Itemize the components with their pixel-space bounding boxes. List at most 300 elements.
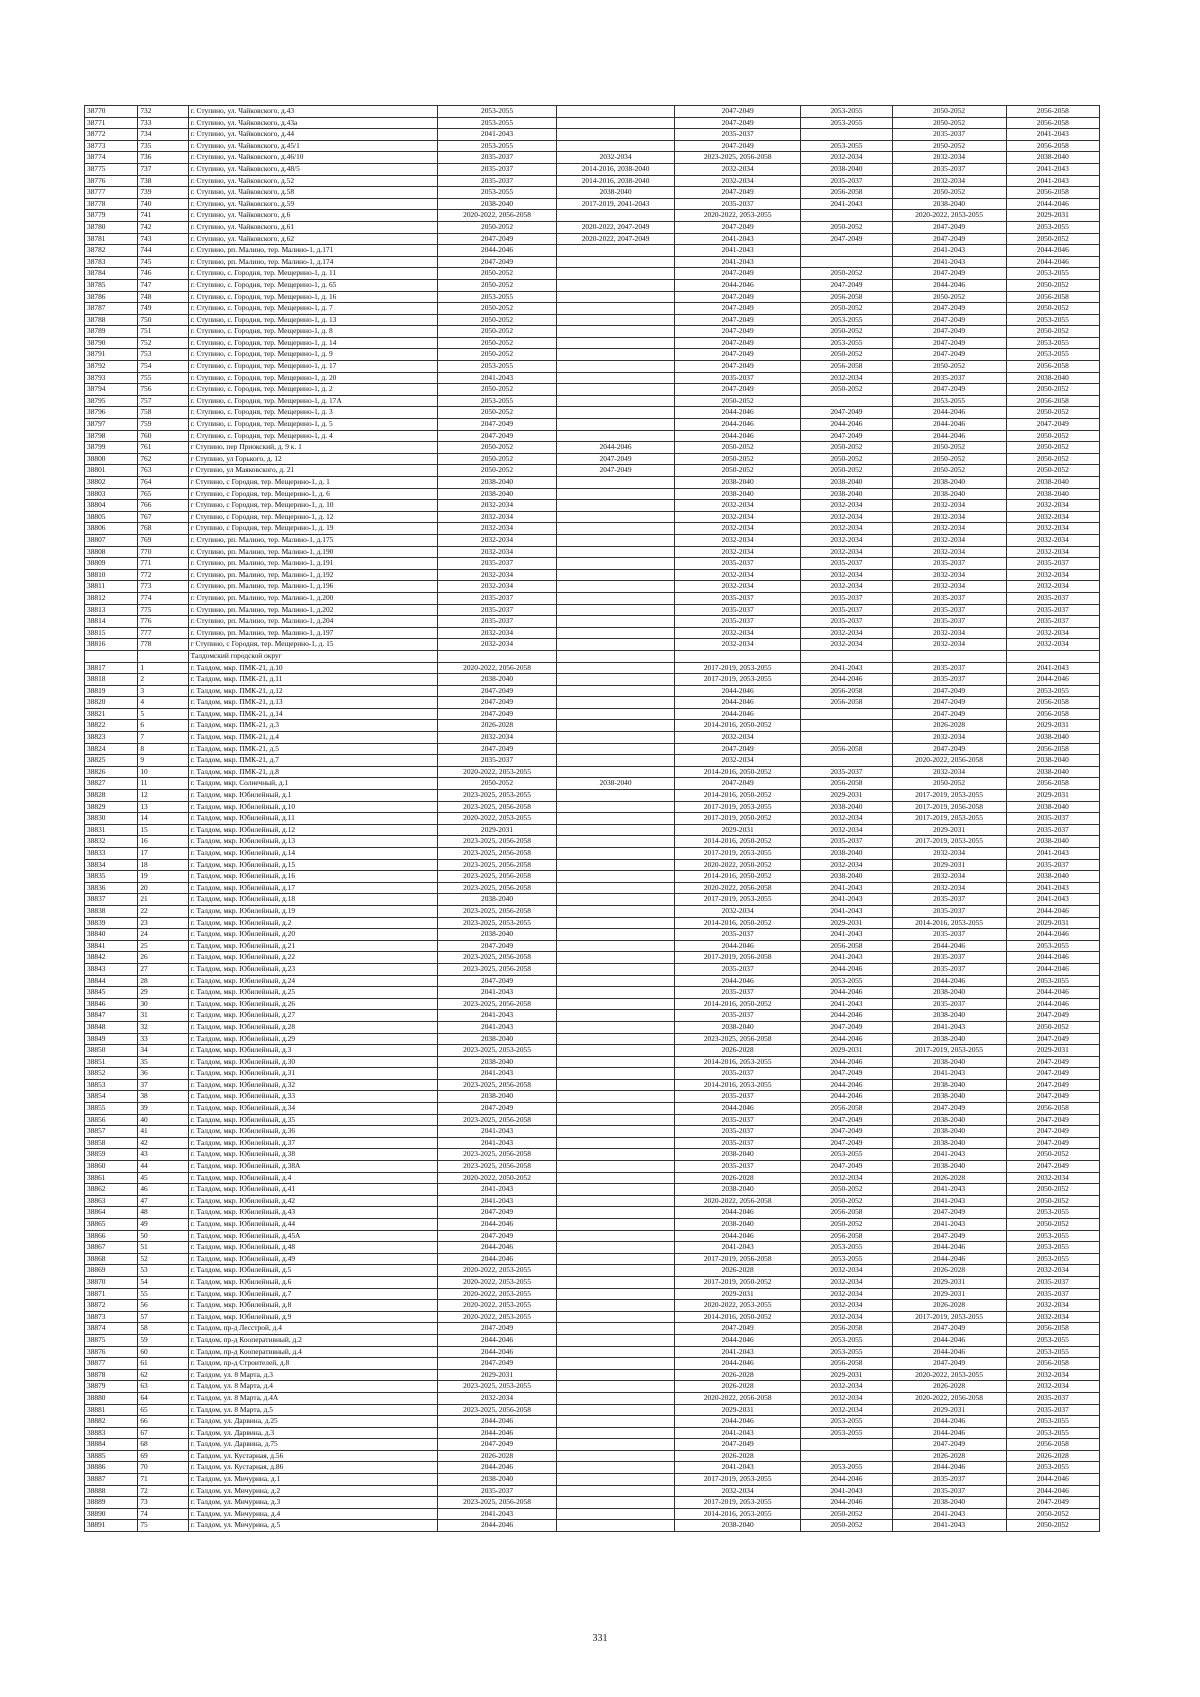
cell-period-e: 2047-2049 <box>892 337 1006 349</box>
cell-address: г. Талдом, мкр. Юбилейный, д.26 <box>188 998 437 1010</box>
cell-row-id: 38806 <box>85 523 138 535</box>
cell-period-a: 2038-2040 <box>438 894 557 906</box>
cell-period-e: 2047-2049 <box>892 221 1006 233</box>
table-row <box>85 662 1100 674</box>
cell-period-d: 2056-2058 <box>801 743 892 755</box>
cell-item-number: 763 <box>138 465 188 477</box>
table-row <box>85 1045 1100 1057</box>
table-row <box>85 326 1100 338</box>
cell-item-number: 34 <box>138 1045 188 1057</box>
cell-period-e: 2035-2037 <box>892 894 1006 906</box>
cell-period-d: 2056-2058 <box>801 1323 892 1335</box>
cell-period-c: 2020-2022, 2056-2058 <box>675 882 801 894</box>
cell-period-c: 2014-2016, 2050-2052 <box>675 836 801 848</box>
cell-row-id <box>85 650 138 662</box>
cell-period-b <box>557 326 675 338</box>
cell-period-a: 2023-2025, 2056-2058 <box>438 1404 557 1416</box>
table-row <box>85 361 1100 373</box>
cell-address: г. Талдом, мкр. Юбилейный, д.16 <box>188 871 437 883</box>
cell-period-c: 2014-2016, 2050-2052 <box>675 766 801 778</box>
cell-period-c: 2044-2046 <box>675 697 801 709</box>
cell-period-a: 2020-2022, 2056-2058 <box>438 662 557 674</box>
cell-period-e: 2020-2022, 2053-2055 <box>892 210 1006 222</box>
cell-period-e: 2026-2028 <box>892 1265 1006 1277</box>
cell-period-b <box>557 1369 675 1381</box>
cell-period-f: 2038-2040 <box>1006 801 1099 813</box>
cell-period-f: 2053-2055 <box>1006 221 1099 233</box>
cell-period-a: 2041-2043 <box>438 372 557 384</box>
cell-period-e: 2038-2040 <box>892 1161 1006 1173</box>
cell-period-c <box>675 650 801 662</box>
cell-period-c: 2047-2049 <box>675 140 801 152</box>
cell-row-id: 38884 <box>85 1439 138 1451</box>
cell-period-a: 2023-2025, 2056-2058 <box>438 836 557 848</box>
cell-item-number: 767 <box>138 511 188 523</box>
cell-period-f: 2044-2046 <box>1006 905 1099 917</box>
cell-item-number: 52 <box>138 1253 188 1265</box>
cell-period-f: 2050-2052 <box>1006 1508 1099 1520</box>
cell-period-f: 2035-2037 <box>1006 813 1099 825</box>
table-row <box>85 813 1100 825</box>
cell-period-e: 2047-2049 <box>892 268 1006 280</box>
cell-item-number: 54 <box>138 1276 188 1288</box>
cell-period-f: 2053-2055 <box>1006 685 1099 697</box>
cell-period-f: 2038-2040 <box>1006 732 1099 744</box>
cell-address: г. Талдом, ул. Мичурина, д.3 <box>188 1497 437 1509</box>
cell-period-f: 2026-2028 <box>1006 1450 1099 1462</box>
cell-row-id: 38812 <box>85 592 138 604</box>
cell-period-e: 2041-2043 <box>892 1520 1006 1532</box>
cell-period-a: 2041-2043 <box>438 1068 557 1080</box>
cell-period-c: 2017-2019, 2050-2052 <box>675 813 801 825</box>
cell-period-a: 2047-2049 <box>438 1103 557 1115</box>
cell-period-c: 2017-2019, 2053-2055 <box>675 1474 801 1486</box>
cell-row-id: 38839 <box>85 917 138 929</box>
cell-period-c: 2038-2040 <box>675 1520 801 1532</box>
cell-item-number: 62 <box>138 1369 188 1381</box>
cell-period-e: 2035-2037 <box>892 998 1006 1010</box>
cell-address: г Ступино, с Городня, тер. Мещерино-1, д. 12 <box>188 511 437 523</box>
cell-period-a: 2050-2052 <box>438 337 557 349</box>
cell-period-d: 2047-2049 <box>801 407 892 419</box>
cell-period-b <box>557 129 675 141</box>
cell-item-number: 66 <box>138 1416 188 1428</box>
cell-row-id: 38870 <box>85 1276 138 1288</box>
table-row <box>85 1508 1100 1520</box>
cell-period-f: 2056-2058 <box>1006 1103 1099 1115</box>
cell-period-a: 2020-2022, 2053-2055 <box>438 1300 557 1312</box>
cell-period-b <box>557 616 675 628</box>
cell-period-d: 2032-2034 <box>801 581 892 593</box>
cell-item-number: 59 <box>138 1334 188 1346</box>
cell-period-f: 2050-2052 <box>1006 279 1099 291</box>
cell-row-id: 38880 <box>85 1392 138 1404</box>
cell-item-number: 757 <box>138 395 188 407</box>
cell-period-d: 2032-2034 <box>801 859 892 871</box>
cell-address: г. Талдом, мкр. Юбилейный, д.21 <box>188 940 437 952</box>
cell-address: г. Талдом, мкр. Юбилейный, д.7 <box>188 1288 437 1300</box>
cell-period-f: 2056-2058 <box>1006 743 1099 755</box>
cell-period-a: 2035-2037 <box>438 1485 557 1497</box>
cell-period-d: 2056-2058 <box>801 187 892 199</box>
cell-row-id: 38770 <box>85 106 138 118</box>
table-row <box>85 790 1100 802</box>
cell-period-b <box>557 697 675 709</box>
cell-period-c: 2014-2016, 2050-2052 <box>675 720 801 732</box>
cell-row-id: 38800 <box>85 453 138 465</box>
table-row <box>85 720 1100 732</box>
cell-item-number: 21 <box>138 894 188 906</box>
cell-item-number: 744 <box>138 245 188 257</box>
cell-period-c: 2041-2043 <box>675 1427 801 1439</box>
cell-period-c: 2035-2037 <box>675 198 801 210</box>
cell-address: г. Талдом, мкр. Юбилейный, д.42 <box>188 1195 437 1207</box>
cell-period-c: 2050-2052 <box>675 395 801 407</box>
cell-item-number: 49 <box>138 1219 188 1231</box>
cell-row-id: 38829 <box>85 801 138 813</box>
table-row <box>85 824 1100 836</box>
cell-item-number: 13 <box>138 801 188 813</box>
cell-period-e: 2047-2049 <box>892 1358 1006 1370</box>
cell-period-b <box>557 1334 675 1346</box>
cell-period-e: 2050-2052 <box>892 291 1006 303</box>
cell-row-id: 38872 <box>85 1300 138 1312</box>
cell-period-f: 2047-2049 <box>1006 1137 1099 1149</box>
table-row <box>85 801 1100 813</box>
table-row <box>85 627 1100 639</box>
cell-period-a: 2047-2049 <box>438 975 557 987</box>
cell-row-id: 38774 <box>85 152 138 164</box>
table-row <box>85 1416 1100 1428</box>
cell-period-e: 2035-2037 <box>892 674 1006 686</box>
table-row <box>85 998 1100 1010</box>
cell-address: г. Ступино, ул. Чайковского, д.46/10 <box>188 152 437 164</box>
cell-item-number <box>138 650 188 662</box>
cell-period-b <box>557 1161 675 1173</box>
cell-period-b <box>557 1010 675 1022</box>
cell-period-b <box>557 291 675 303</box>
cell-period-f: 2032-2034 <box>1006 511 1099 523</box>
cell-period-e: 2038-2040 <box>892 1137 1006 1149</box>
cell-period-d: 2047-2049 <box>801 1126 892 1138</box>
table-row <box>85 163 1100 175</box>
cell-period-b <box>557 1276 675 1288</box>
table-row <box>85 1207 1100 1219</box>
cell-period-a: 2032-2034 <box>438 1392 557 1404</box>
cell-period-a: 2044-2046 <box>438 1427 557 1439</box>
cell-period-c: 2038-2040 <box>675 488 801 500</box>
cell-period-a: 2053-2055 <box>438 117 557 129</box>
table-row <box>85 1068 1100 1080</box>
cell-period-d: 2047-2049 <box>801 1114 892 1126</box>
cell-period-e: 2038-2040 <box>892 1091 1006 1103</box>
cell-period-d: 2044-2046 <box>801 674 892 686</box>
cell-period-b <box>557 650 675 662</box>
cell-period-b <box>557 1416 675 1428</box>
cell-period-d: 2047-2049 <box>801 279 892 291</box>
cell-period-a: 2035-2037 <box>438 175 557 187</box>
cell-period-a: 2050-2052 <box>438 279 557 291</box>
table-row <box>85 975 1100 987</box>
cell-period-f: 2053-2055 <box>1006 268 1099 280</box>
cell-period-d: 2050-2052 <box>801 1184 892 1196</box>
cell-address: г. Талдом, мкр. Юбилейный, д.5 <box>188 1265 437 1277</box>
cell-period-e: 2047-2049 <box>892 697 1006 709</box>
cell-period-c: 2047-2049 <box>675 314 801 326</box>
table-row <box>85 766 1100 778</box>
cell-row-id: 38838 <box>85 905 138 917</box>
cell-item-number: 771 <box>138 558 188 570</box>
cell-row-id: 38891 <box>85 1520 138 1532</box>
cell-address: г. Талдом, мкр. Юбилейный, д.3 <box>188 1045 437 1057</box>
cell-period-c: 2047-2049 <box>675 349 801 361</box>
cell-period-d: 2050-2052 <box>801 1219 892 1231</box>
cell-period-c: 2047-2049 <box>675 291 801 303</box>
cell-period-b <box>557 1392 675 1404</box>
cell-item-number: 7 <box>138 732 188 744</box>
cell-period-e: 2047-2049 <box>892 384 1006 396</box>
cell-item-number: 16 <box>138 836 188 848</box>
cell-period-f: 2047-2049 <box>1006 1056 1099 1068</box>
cell-period-a: 2047-2049 <box>438 233 557 245</box>
cell-period-e <box>892 650 1006 662</box>
cell-period-a: 2044-2046 <box>438 1462 557 1474</box>
cell-period-f: 2047-2049 <box>1006 1497 1099 1509</box>
cell-period-d: 2053-2055 <box>801 314 892 326</box>
cell-row-id: 38773 <box>85 140 138 152</box>
cell-item-number: 10 <box>138 766 188 778</box>
cell-period-b: 2047-2049 <box>557 453 675 465</box>
cell-row-id: 38797 <box>85 419 138 431</box>
table-row <box>85 279 1100 291</box>
cell-period-e: 2032-2034 <box>892 871 1006 883</box>
cell-row-id: 38862 <box>85 1184 138 1196</box>
cell-period-f: 2044-2046 <box>1006 998 1099 1010</box>
cell-row-id: 38834 <box>85 859 138 871</box>
cell-period-a: 2047-2049 <box>438 697 557 709</box>
cell-period-b <box>557 1195 675 1207</box>
cell-row-id: 38871 <box>85 1288 138 1300</box>
table-row <box>85 569 1100 581</box>
cell-period-f: 2053-2055 <box>1006 1427 1099 1439</box>
cell-period-d: 2044-2046 <box>801 1497 892 1509</box>
cell-period-a: 2041-2043 <box>438 1137 557 1149</box>
cell-address: г. Ступино, с. Городня, тер. Мещерино-1, д. 65 <box>188 279 437 291</box>
cell-row-id: 38836 <box>85 882 138 894</box>
cell-address: г. Ступино, с. Городня, тер. Мещерино-1, д. 16 <box>188 291 437 303</box>
cell-period-d: 2041-2043 <box>801 905 892 917</box>
cell-period-a: 2023-2025, 2056-2058 <box>438 859 557 871</box>
cell-period-c: 2035-2037 <box>675 987 801 999</box>
cell-period-a: 2053-2055 <box>438 140 557 152</box>
cell-period-e: 2035-2037 <box>892 604 1006 616</box>
cell-row-id: 38810 <box>85 569 138 581</box>
cell-period-c: 2035-2037 <box>675 604 801 616</box>
cell-period-c: 2032-2034 <box>675 175 801 187</box>
cell-period-b <box>557 488 675 500</box>
cell-address: г. Талдом, мкр. ПМК-21, д.12 <box>188 685 437 697</box>
cell-row-id: 38778 <box>85 198 138 210</box>
cell-period-e: 2044-2046 <box>892 1427 1006 1439</box>
cell-period-e: 2038-2040 <box>892 1079 1006 1091</box>
cell-period-a: 2020-2022, 2053-2055 <box>438 766 557 778</box>
cell-period-e: 2029-2031 <box>892 1288 1006 1300</box>
cell-period-e: 2032-2034 <box>892 627 1006 639</box>
cell-address: г. Ступино, ул. Чайковского, д.44 <box>188 129 437 141</box>
cell-period-b <box>557 581 675 593</box>
table-row <box>85 523 1100 535</box>
table-row <box>85 534 1100 546</box>
cell-item-number: 739 <box>138 187 188 199</box>
schedule-table <box>84 105 1100 1532</box>
cell-period-a: 2023-2025, 2056-2058 <box>438 801 557 813</box>
cell-period-b <box>557 766 675 778</box>
cell-item-number: 9 <box>138 755 188 767</box>
cell-period-e: 2017-2019, 2053-2055 <box>892 813 1006 825</box>
cell-period-c: 2014-2016, 2050-2052 <box>675 917 801 929</box>
cell-period-b <box>557 1045 675 1057</box>
cell-period-e: 2047-2049 <box>892 314 1006 326</box>
cell-period-b: 2014-2016, 2038-2040 <box>557 175 675 187</box>
cell-period-a: 2023-2025, 2056-2058 <box>438 952 557 964</box>
cell-item-number: 72 <box>138 1485 188 1497</box>
cell-address: г. Талдом, мкр. Юбилейный, д.13 <box>188 836 437 848</box>
table-row <box>85 952 1100 964</box>
cell-row-id: 38790 <box>85 337 138 349</box>
cell-period-f: 2035-2037 <box>1006 592 1099 604</box>
cell-item-number: 14 <box>138 813 188 825</box>
cell-address: г. Ступино, ул. Чайковского, д.43 <box>188 106 437 118</box>
cell-row-id: 38875 <box>85 1334 138 1346</box>
cell-period-b: 2014-2016, 2038-2040 <box>557 163 675 175</box>
cell-period-d: 2056-2058 <box>801 1103 892 1115</box>
cell-period-a: 2023-2025, 2053-2055 <box>438 1045 557 1057</box>
cell-period-a: 2047-2049 <box>438 430 557 442</box>
cell-address: г. Талдом, ул. Мичурина, д.1 <box>188 1474 437 1486</box>
cell-period-b <box>557 210 675 222</box>
cell-period-c: 2017-2019, 2056-2058 <box>675 952 801 964</box>
cell-item-number: 23 <box>138 917 188 929</box>
cell-item-number: 73 <box>138 1497 188 1509</box>
cell-period-e: 2053-2055 <box>892 395 1006 407</box>
cell-period-f: 2035-2037 <box>1006 824 1099 836</box>
cell-address: г. Талдом, мкр. Юбилейный, д.19 <box>188 905 437 917</box>
cell-period-c: 2026-2028 <box>675 1172 801 1184</box>
cell-address: г. Талдом, ул. 8 Марта, д.4 <box>188 1381 437 1393</box>
cell-period-c: 2041-2043 <box>675 1242 801 1254</box>
cell-period-e: 2026-2028 <box>892 1450 1006 1462</box>
cell-item-number: 747 <box>138 279 188 291</box>
cell-item-number: 27 <box>138 963 188 975</box>
cell-period-a: 2050-2052 <box>438 778 557 790</box>
cell-period-e: 2038-2040 <box>892 477 1006 489</box>
cell-period-b <box>557 303 675 315</box>
cell-address: г. Талдом, мкр. Юбилейный, д.8 <box>188 1300 437 1312</box>
cell-period-a: 2044-2046 <box>438 1346 557 1358</box>
cell-row-id: 38795 <box>85 395 138 407</box>
cell-period-b <box>557 500 675 512</box>
cell-period-c: 2035-2037 <box>675 1137 801 1149</box>
cell-period-f: 2053-2055 <box>1006 349 1099 361</box>
cell-period-c: 2032-2034 <box>675 569 801 581</box>
cell-period-d: 2056-2058 <box>801 361 892 373</box>
cell-period-a: 2047-2049 <box>438 1439 557 1451</box>
cell-row-id: 38876 <box>85 1346 138 1358</box>
cell-period-e: 2047-2049 <box>892 708 1006 720</box>
cell-period-b <box>557 882 675 894</box>
cell-period-e: 2041-2043 <box>892 1149 1006 1161</box>
cell-period-a: 2047-2049 <box>438 256 557 268</box>
cell-period-c: 2044-2046 <box>675 708 801 720</box>
cell-period-f: 2035-2037 <box>1006 1392 1099 1404</box>
cell-period-f: 2044-2046 <box>1006 952 1099 964</box>
cell-period-b <box>557 1288 675 1300</box>
cell-period-b <box>557 314 675 326</box>
cell-period-f: 2035-2037 <box>1006 1404 1099 1416</box>
cell-period-b <box>557 1300 675 1312</box>
cell-period-b <box>557 940 675 952</box>
cell-period-d: 2050-2052 <box>801 442 892 454</box>
table-row <box>85 674 1100 686</box>
cell-period-e: 2017-2019, 2056-2058 <box>892 801 1006 813</box>
cell-period-f: 2056-2058 <box>1006 395 1099 407</box>
cell-period-b <box>557 801 675 813</box>
cell-address: г. Талдом, мкр. Юбилейный, д.2 <box>188 917 437 929</box>
cell-period-b <box>557 1253 675 1265</box>
cell-period-b <box>557 871 675 883</box>
cell-period-a: 2047-2049 <box>438 743 557 755</box>
cell-period-c: 2047-2049 <box>675 117 801 129</box>
cell-period-b <box>557 1346 675 1358</box>
cell-row-id: 38858 <box>85 1137 138 1149</box>
cell-row-id: 38841 <box>85 940 138 952</box>
cell-period-f <box>1006 650 1099 662</box>
cell-period-c: 2041-2043 <box>675 1462 801 1474</box>
cell-period-c: 2035-2037 <box>675 129 801 141</box>
cell-period-a: 2035-2037 <box>438 558 557 570</box>
cell-period-e: 2041-2043 <box>892 1068 1006 1080</box>
cell-item-number: 29 <box>138 987 188 999</box>
cell-period-f: 2032-2034 <box>1006 639 1099 651</box>
cell-address: г. Талдом, мкр. Юбилейный, д.1 <box>188 790 437 802</box>
cell-row-id: 38885 <box>85 1450 138 1462</box>
cell-period-e: 2041-2043 <box>892 1219 1006 1231</box>
cell-address: г. Ступино, с. Городня, тер. Мещерино-1, д. 13 <box>188 314 437 326</box>
cell-period-b <box>557 1068 675 1080</box>
cell-period-a: 2035-2037 <box>438 604 557 616</box>
cell-row-id: 38860 <box>85 1161 138 1173</box>
cell-address: г. Ступино, рп. Малино, тер. Малино-1, д.200 <box>188 592 437 604</box>
cell-row-id: 38824 <box>85 743 138 755</box>
cell-period-a: 2047-2049 <box>438 419 557 431</box>
cell-item-number: 746 <box>138 268 188 280</box>
cell-period-a: 2050-2052 <box>438 465 557 477</box>
cell-period-a: 2047-2049 <box>438 685 557 697</box>
cell-item-number: 1 <box>138 662 188 674</box>
cell-period-c: 2029-2031 <box>675 1288 801 1300</box>
cell-period-c: 2023-2025, 2056-2058 <box>675 152 801 164</box>
cell-row-id: 38859 <box>85 1149 138 1161</box>
cell-item-number: 740 <box>138 198 188 210</box>
cell-period-d: 2053-2055 <box>801 1242 892 1254</box>
table-row <box>85 1323 1100 1335</box>
cell-period-b <box>557 952 675 964</box>
cell-period-f: 2032-2034 <box>1006 581 1099 593</box>
cell-item-number: 776 <box>138 616 188 628</box>
cell-period-f: 2050-2052 <box>1006 1195 1099 1207</box>
cell-row-id: 38854 <box>85 1091 138 1103</box>
cell-period-b: 2020-2022, 2047-2049 <box>557 233 675 245</box>
